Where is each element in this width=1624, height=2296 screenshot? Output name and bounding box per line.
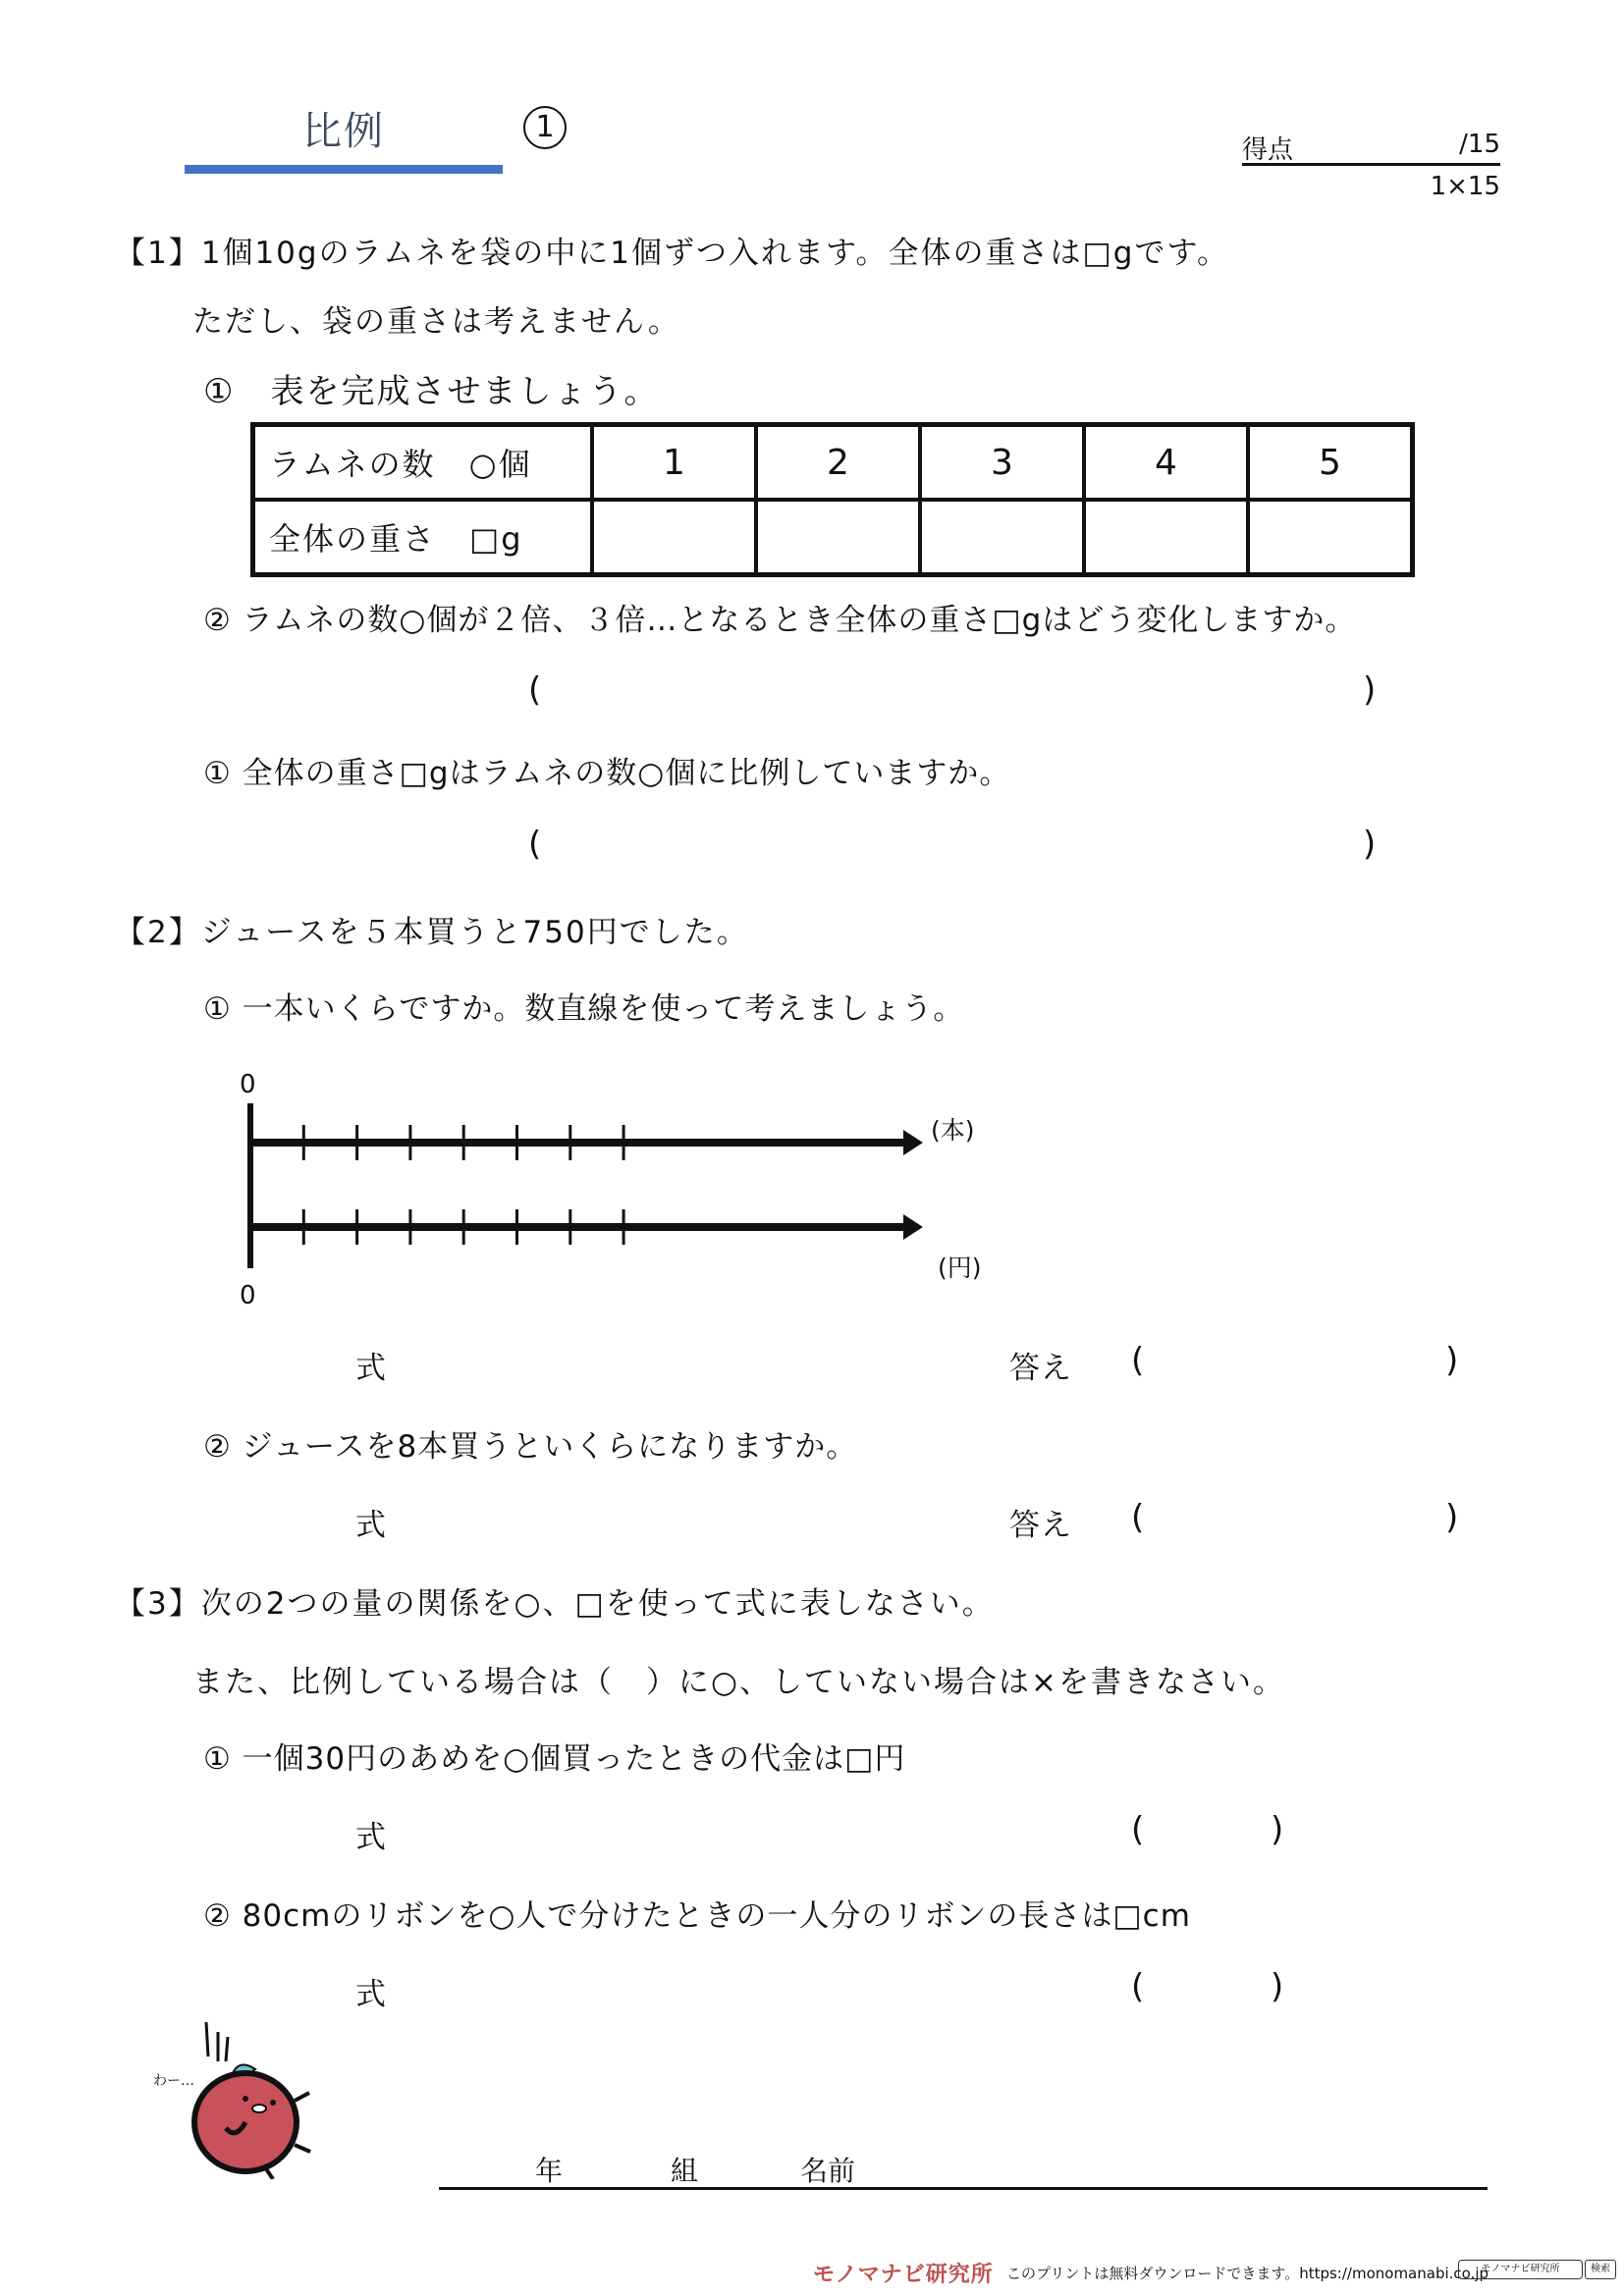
top-line-tick	[568, 1125, 571, 1160]
weight-input-cell[interactable]	[592, 500, 756, 575]
score-label: 得点	[1242, 135, 1294, 165]
top-line-tick	[355, 1125, 358, 1160]
search-button[interactable]: 検索	[1585, 2260, 1616, 2279]
name-field[interactable]	[874, 2150, 1483, 2183]
answer-field-2-2[interactable]	[1154, 1494, 1438, 1539]
apple-sound-text: わー…	[153, 2073, 194, 2089]
bottom-line-tick	[623, 1209, 625, 1245]
row-head-count: ラムネの数 ○個	[253, 425, 593, 501]
count-cell: 3	[920, 425, 1084, 501]
section2-heading: 【2】ジュースを５本買うと750円でした。	[115, 915, 749, 950]
answer-field-q3[interactable]	[550, 822, 1355, 867]
answer-close-paren: )	[1271, 1967, 1284, 2006]
section1-q2: ② ラムネの数○個が２倍、３倍…となるとき全体の重さ□gはどう変化しますか。	[203, 603, 1357, 638]
top-line-tick	[302, 1125, 305, 1160]
bottom-line-tick	[302, 1209, 305, 1245]
bottom-line-tick	[515, 1209, 518, 1245]
section2-q1: ① 一本いくらですか。数直線を使って考えましょう。	[203, 991, 965, 1027]
top-line-tick	[408, 1125, 411, 1160]
bottom-line-tick	[408, 1209, 411, 1245]
formula-field-q1[interactable]	[412, 1335, 962, 1380]
answer-field-2-1[interactable]	[1154, 1337, 1438, 1382]
answer-field-q2[interactable]	[550, 667, 1355, 713]
count-cell: 5	[1248, 425, 1413, 501]
class-field[interactable]	[727, 2150, 785, 2183]
top-line-tick	[623, 1125, 625, 1160]
answer-open-paren: (	[528, 825, 542, 864]
bottom-unit-label: (円)	[938, 1254, 982, 1282]
top-zero-label: 0	[240, 1070, 256, 1099]
answer-label: 答え	[1009, 1351, 1072, 1386]
answer-label: 答え	[1009, 1508, 1072, 1543]
count-cell: 2	[756, 425, 920, 501]
formula-label: 式	[355, 1820, 387, 1855]
score-max: /15	[1459, 130, 1500, 159]
bottom-zero-label: 0	[240, 1281, 256, 1310]
bottom-line-arrowhead	[903, 1214, 923, 1240]
table-row-weight	[253, 500, 1413, 575]
answer-close-paren: )	[1363, 670, 1377, 710]
number-line-svg	[236, 1070, 1021, 1315]
formula-label: 式	[355, 1351, 387, 1386]
top-line-tick	[515, 1125, 518, 1160]
zero-bar	[247, 1103, 253, 1268]
answer-close-paren: )	[1271, 1810, 1284, 1849]
bottom-number-line	[250, 1209, 923, 1245]
ramune-table	[250, 422, 1415, 577]
bottom-line-tick	[568, 1209, 571, 1245]
top-line-arrowhead	[903, 1130, 923, 1155]
title-underline	[185, 165, 503, 174]
answer-open-paren: (	[1131, 1498, 1145, 1537]
monomanabi-logo: モノマナビ研究所	[813, 2258, 994, 2288]
top-line-tick	[462, 1125, 465, 1160]
download-note: このプリントは無料ダウンロードできます。https://monomanabi.co.jp	[1006, 2265, 1489, 2282]
formula-field-3-1[interactable]	[412, 1804, 1100, 1849]
sheet-number-badge: 1	[523, 106, 567, 149]
proportion-mark-field-2[interactable]	[1154, 1963, 1262, 2008]
answer-close-paren: )	[1445, 1498, 1459, 1537]
section3-instruction: また、比例している場合は（ ）に○、していない場合は×を書きなさい。	[192, 1665, 1286, 1700]
number-line-diagram	[236, 1070, 1021, 1319]
section1-q1: ① 表を完成させましょう。	[203, 372, 660, 411]
weight-input-cell[interactable]	[1084, 500, 1248, 575]
grade-field[interactable]	[611, 2150, 670, 2183]
answer-open-paren: (	[1131, 1341, 1145, 1380]
search-box[interactable]: モノマナビ研究所	[1458, 2260, 1583, 2279]
answer-close-paren: )	[1445, 1341, 1459, 1380]
section1-note: ただし、袋の重さは考えません。	[192, 304, 680, 340]
score-field	[1242, 130, 1500, 166]
apple-mascot-illustration	[147, 2012, 314, 2183]
grade-label: 年	[535, 2155, 564, 2187]
page-title: 比例	[302, 109, 385, 154]
section1-q3: ① 全体の重さ□gはラムネの数○個に比例していますか。	[203, 756, 1011, 791]
formula-field-q2[interactable]	[412, 1492, 962, 1537]
weight-input-cell[interactable]	[920, 500, 1084, 575]
bottom-line-tick	[462, 1209, 465, 1245]
points-note: 1×15	[1430, 172, 1500, 201]
top-line-axis	[250, 1139, 906, 1147]
formula-label: 式	[355, 1508, 387, 1543]
bottom-line-axis	[250, 1223, 906, 1231]
top-number-line	[250, 1125, 923, 1160]
name-label: 名前	[800, 2155, 856, 2187]
answer-close-paren: )	[1363, 825, 1377, 864]
bottom-line-tick	[355, 1209, 358, 1245]
section3-q2: ② 80cmのリボンを○人で分けたときの一人分のリボンの長さは□cm	[203, 1898, 1191, 1934]
section3-heading: 【3】次の2つの量の関係を○、□を使って式に表しなさい。	[115, 1586, 995, 1622]
name-underline	[439, 2187, 1488, 2190]
answer-open-paren: (	[1131, 1810, 1145, 1849]
row-head-weight: 全体の重さ □g	[253, 500, 593, 575]
weight-input-cell[interactable]	[756, 500, 920, 575]
proportion-mark-field-1[interactable]	[1154, 1806, 1262, 1851]
formula-label: 式	[355, 1977, 387, 2012]
section2-q2: ② ジュースを8本買うといくらになりますか。	[203, 1429, 858, 1465]
count-cell: 4	[1084, 425, 1248, 501]
answer-open-paren: (	[1131, 1967, 1145, 2006]
weight-input-cell[interactable]	[1248, 500, 1413, 575]
table-row-count	[253, 425, 1413, 501]
count-cell: 1	[592, 425, 756, 501]
formula-field-3-2[interactable]	[412, 1961, 1100, 2006]
section1-heading: 【1】1個10gのラムネを袋の中に1個ずつ入れます。全体の重さは□gです。	[115, 236, 1229, 271]
section3-q1: ① 一個30円のあめを○個買ったときの代金は□円	[203, 1741, 906, 1777]
top-unit-label: (本)	[931, 1116, 975, 1145]
answer-open-paren: (	[528, 670, 542, 710]
class-label: 組	[671, 2155, 699, 2187]
